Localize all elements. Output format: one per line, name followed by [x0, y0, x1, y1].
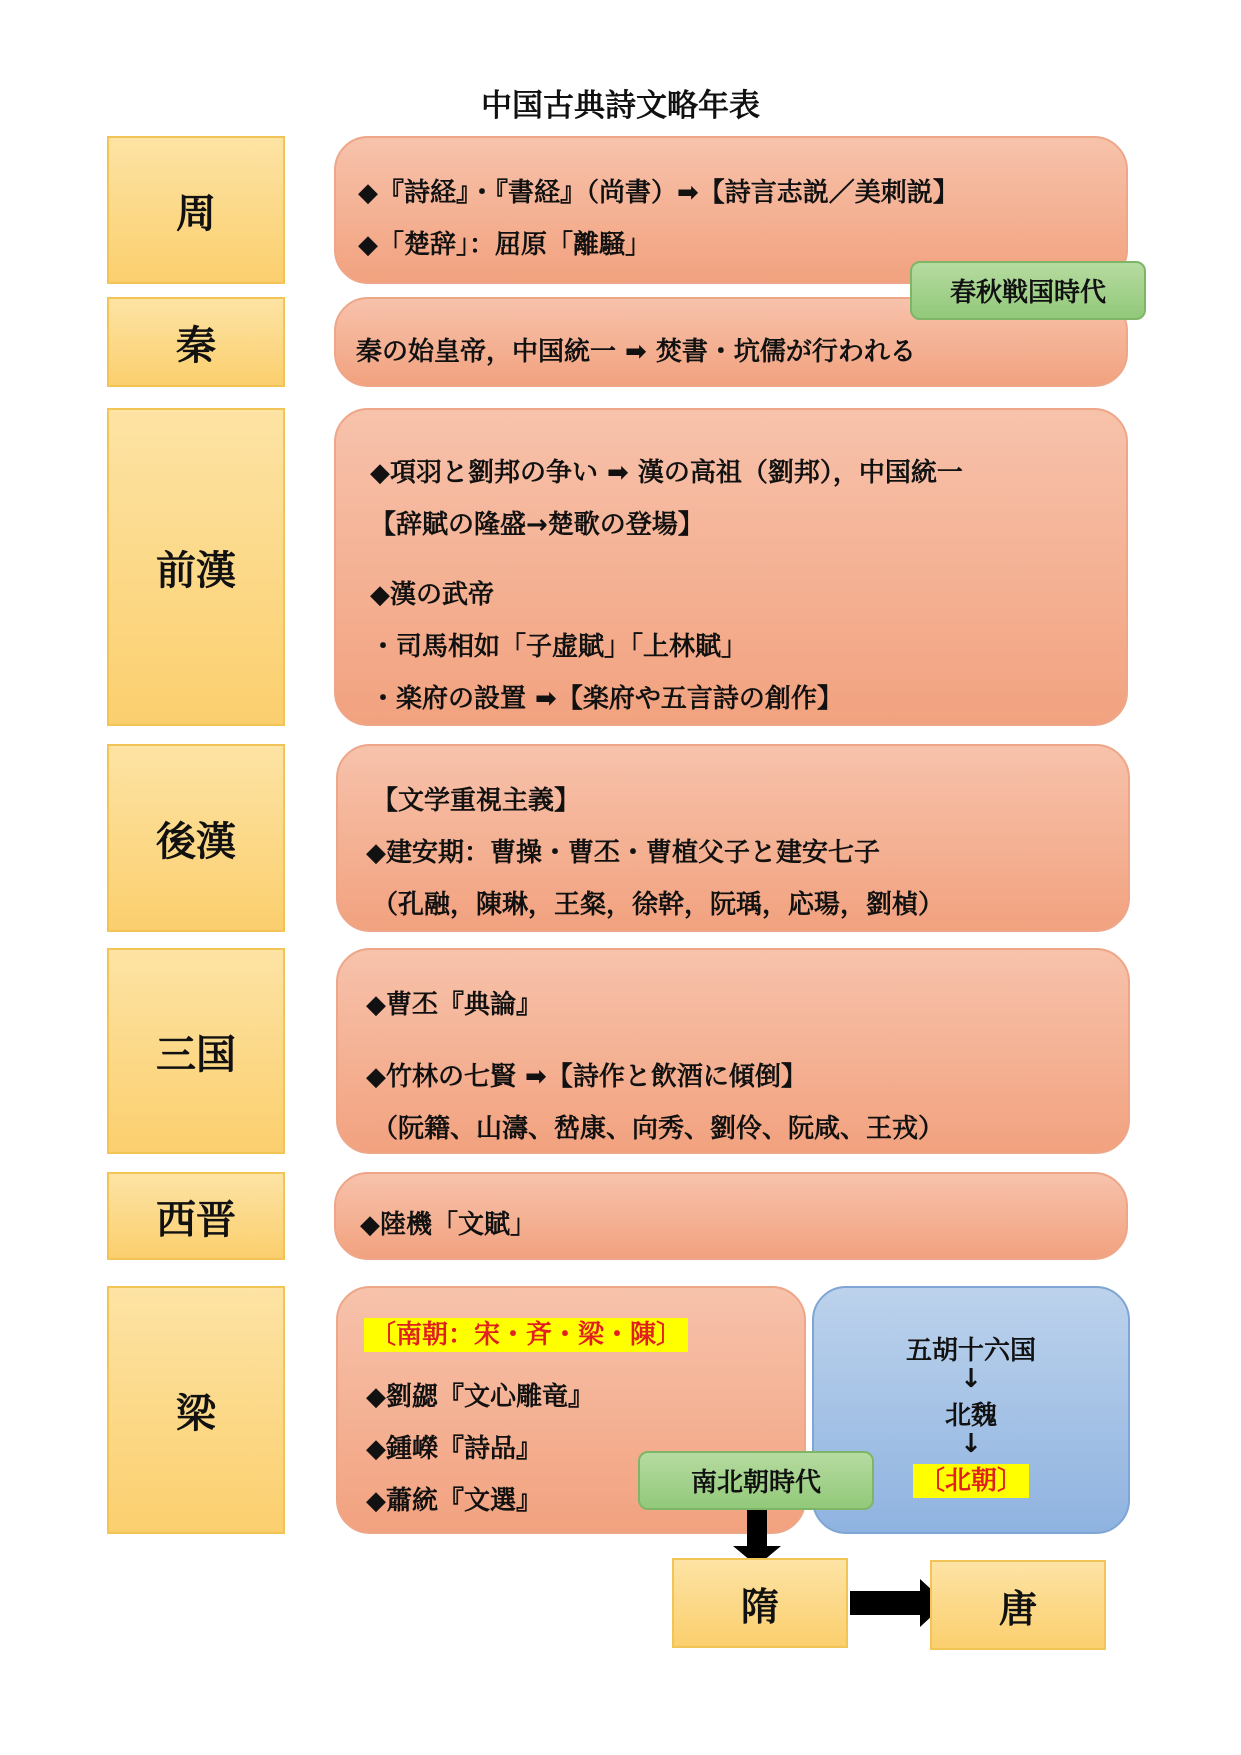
- era-three-kingdoms: 三国: [107, 948, 285, 1154]
- zhou-line-1: ◆『詩経』・『書経』（尚書）➡【詩言志説／美刺説】: [358, 178, 959, 208]
- era-former-han: 前漢: [107, 408, 285, 726]
- era-tang: 唐: [930, 1560, 1106, 1650]
- three-kingdoms-line-2: ◆竹林の七賢 ➡【詩作と飲酒に傾倒】: [366, 1062, 807, 1092]
- later-han-line-3: （孔融，陳琳，王粲，徐幹，阮瑀，応瑒，劉楨）: [372, 890, 945, 920]
- north-line-1: 五胡十六国: [905, 1336, 1036, 1366]
- era-later-han: 後漢: [107, 744, 285, 932]
- later-han-line-1: 【文学重視主義】: [372, 786, 581, 816]
- later-han-line-2: ◆建安期：曹操・曹丕・曹植父子と建安七子: [366, 838, 880, 868]
- tag-spring-autumn: 春秋戦国時代: [910, 261, 1146, 320]
- north-line-2: 北魏: [944, 1401, 997, 1431]
- right-arrow-shaft: [850, 1591, 922, 1615]
- page-title: 中国古典詩文略年表: [481, 88, 760, 124]
- north-arrow-2: ↓: [960, 1429, 982, 1459]
- former-han-line-1: ◆項羽と劉邦の争い ➡ 漢の高祖（劉邦），中国統一: [370, 458, 963, 488]
- north-line-3: 〔北朝〕: [913, 1464, 1029, 1498]
- former-han-line-3: ◆漢の武帝: [370, 580, 494, 610]
- former-han-line-5: ・楽府の設置 ➡【楽府や五言詩の創作】: [370, 684, 843, 714]
- former-han-line-4: ・司馬相如「子虚賦」「上林賦」: [370, 632, 748, 662]
- western-jin-line-1: ◆陸機「文賦」: [360, 1210, 536, 1240]
- three-kingdoms-line-3: （阮籍、山濤、嵆康、向秀、劉伶、阮咸、王戎）: [372, 1114, 945, 1144]
- qin-line-1: 秦の始皇帝，中国統一 ➡ 焚書・坑儒が行われる: [356, 337, 916, 367]
- former-han-line-2: 【辞賦の隆盛→楚歌の登場】: [370, 510, 704, 540]
- down-arrow-shaft: [747, 1510, 767, 1548]
- era-sui: 隋: [672, 1558, 848, 1648]
- north-arrow-1: ↓: [960, 1364, 982, 1394]
- three-kingdoms-line-1: ◆曹丕『典論』: [366, 990, 542, 1020]
- era-qin: 秦: [107, 297, 285, 387]
- era-western-jin: 西晋: [107, 1172, 285, 1260]
- tag-north-south: 南北朝時代: [638, 1451, 874, 1510]
- liang-line-2: ◆劉勰『文心雕竜』: [366, 1382, 594, 1412]
- liang-line-3: ◆鍾嶸『詩品』: [366, 1434, 542, 1464]
- era-zhou: 周: [107, 136, 285, 284]
- era-liang: 梁: [107, 1286, 285, 1534]
- southern-dynasties-highlight: 〔南朝：宋・斉・梁・陳〕: [364, 1318, 688, 1352]
- liang-line-4: ◆蕭統『文選』: [366, 1486, 542, 1516]
- zhou-line-2: ◆「楚辞」：屈原「離騒」: [358, 230, 651, 260]
